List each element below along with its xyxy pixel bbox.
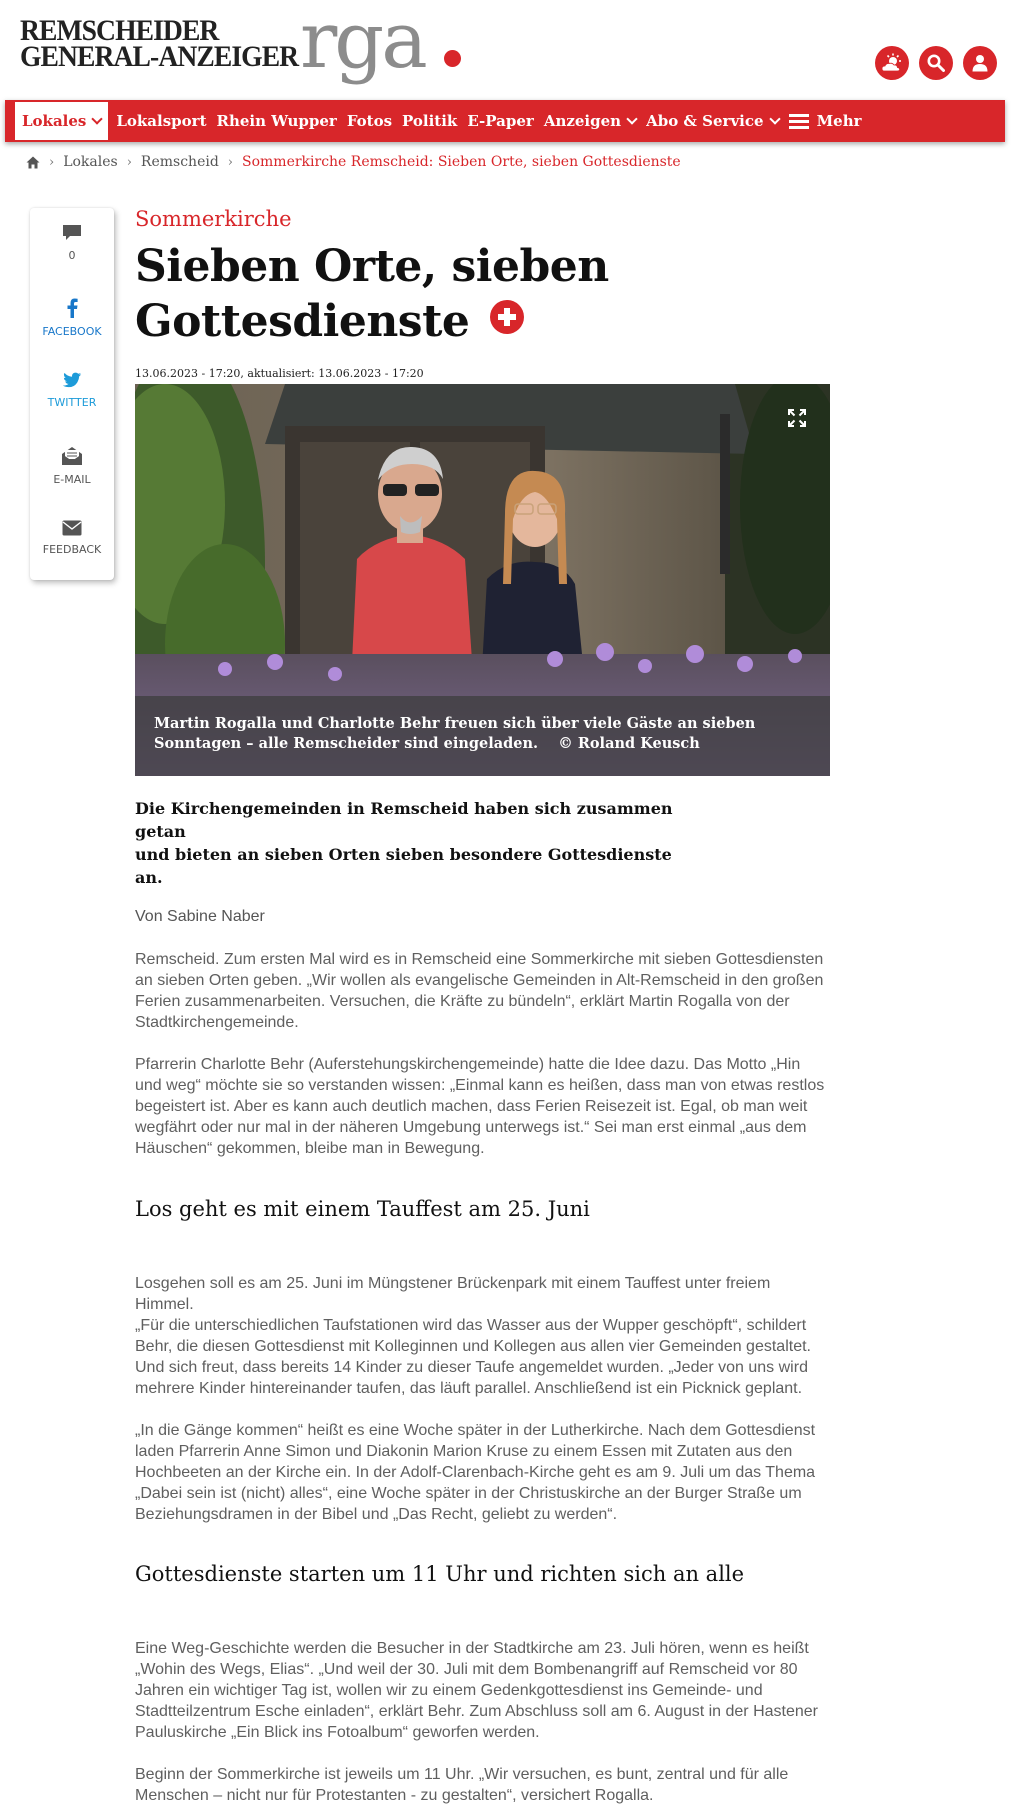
section-heading: Los geht es mit einem Tauffest am 25. Juni [135,1197,590,1221]
paragraph-line: und weg“ möchte sie so verstanden wissen: „Einmal kann es heißen, dass man von etwas restlos [135,1077,825,1094]
twitter-icon [62,372,82,389]
chevron-right-icon: › [227,154,233,170]
facebook-icon [66,298,78,318]
breadcrumb [26,154,681,170]
search-button[interactable] [919,46,953,80]
account-button[interactable] [963,46,997,80]
paragraph-line: mehrere Kinder hintereinander taufen, das läuft parallel. Anschließend ist ein Picknick geplant. [135,1380,803,1397]
home-icon[interactable] [26,156,40,169]
paragraph-line: „Für die unterschiedlichen Taufstationen wird das Wasser aus der Wupper geschöpft“, schildert [135,1317,807,1334]
weather-button[interactable] [875,46,909,80]
paragraph-line: wegfährt oder nur mal in der näheren Umgebung unterwegs ist.“ Sei man erst einmal „aus dem [135,1119,807,1136]
weather-icon [881,53,903,73]
paragraph-line: „Dabei sein ist (nicht) alles“, eine Woche später in der Christuskirche an der Burger Straße um [135,1485,802,1502]
title-line-1: Sieben Orte, sieben [135,241,609,292]
chevron-down-icon [769,113,780,124]
paragraph-line: Jahren ein wichtiger Tag ist, wollen wir zu einem Gedenkgottesdienst ins Gemeinde- und [135,1682,763,1699]
article-dateline: 13.06.2023 - 17:20, aktualisiert: 13.06.2023 - 17:20 [135,367,424,380]
search-icon [927,54,945,72]
envelope-open-icon [61,446,83,466]
share-twitter-button[interactable] [30,372,114,409]
breadcrumb-lokales[interactable]: Lokales [63,154,118,170]
share-email-button[interactable] [30,446,114,486]
user-icon [971,54,989,72]
lead-line: Die Kirchengemeinden in Remscheid haben sich zusammen getan [135,799,673,841]
nav-item-label: Mehr [816,112,862,130]
brand-line-2: GENERAL-ANZEIGER [20,40,299,73]
article-paragraph [135,1638,830,1743]
chevron-right-icon: › [49,154,55,170]
nav-item-rhein-wupper[interactable] [212,112,342,130]
paragraph-line: Behr, die diesen Gottesdienst mit Kolleginnen und Kollegen aus allen vier Gemeinden gestaltet. [135,1338,811,1355]
article-title [135,239,830,349]
paragraph-line: Und sich freut, dass bereits 14 Kinder zu dieser Taufe angemeldet wurden. „Jeder von uns wird [135,1359,808,1376]
article-paragraph [135,1273,830,1399]
brand-logo-rga: rga [300,0,425,86]
brand-name [20,14,299,73]
menu-icon [789,114,809,129]
envelope-icon [62,520,82,536]
paragraph-line: Beginn der Sommerkirche ist jeweils um 11 Uhr. „Wir versuchen, es bunt, zentral und für alle [135,1766,789,1783]
chevron-right-icon: › [126,154,132,170]
article-paragraph [135,949,830,1033]
comment-icon [62,224,82,242]
paragraph-line: Menschen – nicht nur für Protestanten - zu gestalten“, versichert Rogalla. [135,1787,654,1804]
share-sidebar [30,208,114,580]
nav-item-label: Rhein Wupper [216,112,337,130]
section-heading: Gottesdienste starten um 11 Uhr und richten sich an alle [135,1562,745,1586]
caption-line-2: Sonntagen – alle Remscheider sind eingeladen. © Roland Keusch [154,735,700,752]
nav-item-abo-service[interactable] [641,112,784,130]
chevron-down-icon [626,113,637,124]
fullscreen-icon[interactable] [788,409,806,427]
comment-count: 0 [68,249,76,262]
lead-line: und bieten an sieben Orten sieben besondere Gottesdienste an. [135,845,672,887]
facebook-label: FACEBOOK [42,325,102,338]
share-facebook-button[interactable] [30,298,114,338]
nav-item-mehr[interactable] [784,112,867,130]
paragraph-line: Remscheid. Zum ersten Mal wird es in Remscheid eine Sommerkirche mit sieben Gottesdiensten [135,951,824,968]
brand-line-1: REMSCHEIDER [20,14,219,47]
nav-item-lokalsport[interactable] [111,112,211,130]
nav-item-label: Politik [402,112,458,130]
paragraph-line: „Wohin des Wegs, Elias“. „Und weil der 30. Juli mit dem Bombenangriff auf Remscheid vor 80 [135,1661,798,1678]
paragraph-line: Häuschen“ gekommen, bleibe man in Bewegung. [135,1140,485,1157]
paragraph-line: laden Pfarrerin Anne Simon und Diakonin Marion Kruse zu einem Essen mit Zutaten aus den [135,1443,793,1460]
article-paragraph [135,1764,830,1806]
article-paragraph [135,1054,830,1159]
brand-logo-dot [444,50,461,67]
nav-item-label: Abo & Service [646,112,764,130]
header-actions [875,46,997,80]
paragraph-line: Stadtkirchengemeinde. [135,1014,299,1031]
breadcrumb-remscheid[interactable]: Remscheid [140,154,219,170]
nav-item-label: Lokalsport [116,112,207,130]
nav-item-fotos[interactable] [342,112,397,130]
paragraph-line: Eine Weg-Geschichte werden die Besucher in der Stadtkirche am 23. Juli hören, wenn es heißt [135,1640,809,1657]
feedback-button[interactable] [30,520,114,556]
paragraph-line: Pfarrerin Charlotte Behr (Auferstehungskirchengemeinde) hatte die Idee dazu. Das Motto „Hin [135,1056,801,1073]
comments-button[interactable] [30,224,114,262]
paragraph-line: an sieben Orten geben. „Wir wollen als evangelische Gemeinden in Alt-Remscheid in den großen [135,972,824,989]
article-paragraph [135,1420,830,1525]
nav-item-label: Anzeigen [543,112,622,130]
title-line-2: Gottesdienste [135,296,470,347]
paragraph-line: Stadtteilzentrum Esche einladen“, erklärt Behr. Zum Abschluss soll am 6. August in der Hastener [135,1703,818,1720]
paragraph-line: Ferien zusammenarbeiten. Versuchen, die Kräfte zu bündeln“, erklärt Martin Rogalla von der [135,993,790,1010]
paragraph-line: begeistert ist. Aber es kann auch deutlich machen, dass Ferien Reisezeit ist. Egal, ob man weit [135,1098,808,1115]
site-logo[interactable] [20,0,480,92]
breadcrumb-current: Sommerkirche Remscheid: Sieben Orte, sieben Gottesdienste [242,154,681,170]
paragraph-line: Pauluskirche „Ein Blick ins Fotoalbum“ geworfen werden. [135,1724,540,1741]
article-photo[interactable] [135,384,830,776]
article-kicker: Sommerkirche [135,207,292,231]
chevron-down-icon [92,113,103,124]
nav-item-label: Lokales [22,112,87,130]
nav-item-lokales[interactable] [15,102,108,140]
article [135,207,830,1806]
nav-item-label: E-Paper [467,112,534,130]
feedback-label: FEEDBACK [42,543,102,556]
article-byline: Von Sabine Naber [135,908,265,925]
caption-line-1: Martin Rogalla und Charlotte Behr freuen sich über viele Gäste an sieben [154,715,756,732]
nav-item-politik[interactable] [397,112,462,130]
main-navigation [5,100,1005,142]
paragraph-line: „In die Gänge kommen“ heißt es eine Woche später in der Lutherkirche. Nach dem Gottesdienst [135,1422,816,1439]
nav-item-anzeigen[interactable] [539,112,641,130]
twitter-label: TWITTER [47,396,97,409]
paragraph-line: Losgehen soll es am 25. Juni im Müngstener Brückenpark mit einem Tauffest unter freiem Himmel. [135,1275,771,1313]
paragraph-line: Beziehungsdramen in der Bibel und „Das Recht, geliebt zu werden“. [135,1506,618,1523]
paragraph-line: Hochbeeten an der Kirche ein. In der Adolf-Clarenbach-Kirche geht es am 9. Juli um das Thema [135,1464,816,1481]
article-lead [135,797,695,889]
nav-item-label: Fotos [346,112,393,130]
email-label: E-MAIL [53,473,91,486]
photo-caption [135,696,830,776]
plus-badge-icon [490,300,524,334]
nav-item-epaper[interactable] [462,112,538,130]
